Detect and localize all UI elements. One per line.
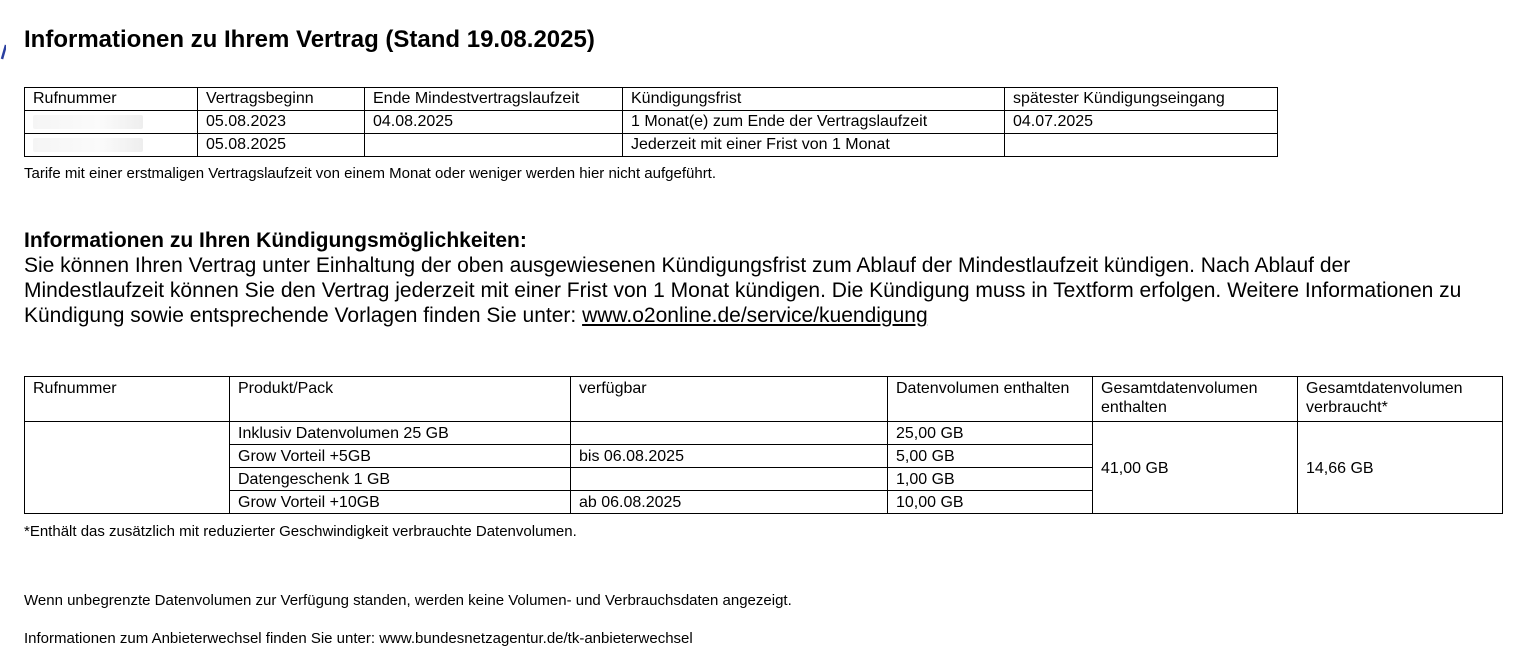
header-vertragsbeginn: Vertragsbeginn xyxy=(198,88,365,111)
data-volume: 25,00 GB xyxy=(888,422,1093,445)
availability: bis 06.08.2025 xyxy=(571,445,888,468)
contract-end: 04.08.2025 xyxy=(365,111,623,134)
header-rufnummer: Rufnummer xyxy=(25,377,230,422)
table-row xyxy=(25,422,1503,445)
cancellation-heading: Informationen zu Ihren Kündigungsmöglichkeiten: xyxy=(24,229,527,252)
header-produkt: Produkt/Pack xyxy=(230,377,571,422)
product-name: Grow Vorteil +10GB xyxy=(230,491,571,514)
header-verfuegbar: verfügbar xyxy=(571,377,888,422)
latest-cancellation: 04.07.2025 xyxy=(1005,111,1278,134)
latest-cancellation xyxy=(1005,134,1278,157)
tariff-note: Tarife mit einer erstmaligen Vertragslaufzeit von einem Monat oder weniger werden hier nicht aufgeführt. xyxy=(24,165,717,182)
contract-table xyxy=(24,87,1278,157)
header-spaetester-eingang: spätester Kündigungseingang xyxy=(1005,88,1278,111)
header-gesamt-verbraucht: Gesamtdatenvolumen verbraucht* xyxy=(1298,377,1503,422)
notice-period: 1 Monat(e) zum Ende der Vertragslaufzeit xyxy=(623,111,1005,134)
cancellation-info xyxy=(24,229,1484,328)
cancellation-body: Sie können Ihren Vertrag unter Einhaltung der oben ausgewiesenen Kündigungsfrist zum Ablauf der Mindestlaufzeit kündigen. Nach Ablauf der Mindestlaufzeit können Sie den Vertrag jederzeit mit einer Frist von 1 Monat kündigen. Die Kündigung muss in Textform erfolgen. Weitere Informationen zu Kündigung sowie entsprechende Vorlagen finden Sie unter: xyxy=(24,254,1462,327)
total-included: 41,00 GB xyxy=(1093,422,1298,514)
product-name: Inklusiv Datenvolumen 25 GB xyxy=(230,422,571,445)
contract-table-header xyxy=(25,88,1278,111)
data-volume-table xyxy=(24,376,1503,514)
product-name: Datengeschenk 1 GB xyxy=(230,468,571,491)
data-table-header xyxy=(25,377,1503,422)
phone-number-cell xyxy=(25,422,230,514)
contract-end xyxy=(365,134,623,157)
header-rufnummer: Rufnummer xyxy=(25,88,198,111)
cancellation-link[interactable]: www.o2online.de/service/kuendigung xyxy=(582,304,928,327)
data-volume: 10,00 GB xyxy=(888,491,1093,514)
data-volume: 1,00 GB xyxy=(888,468,1093,491)
notice-period: Jederzeit mit einer Frist von 1 Monat xyxy=(623,134,1005,157)
footnote: *Enthält das zusätzlich mit reduzierter Geschwindigkeit verbrauchte Datenvolumen. xyxy=(24,523,577,540)
availability: ab 06.08.2025 xyxy=(571,491,888,514)
table-row xyxy=(25,111,1278,134)
availability xyxy=(571,422,888,445)
redacted-block xyxy=(33,115,143,129)
table-row xyxy=(25,134,1278,157)
unlimited-note: Wenn unbegrenzte Datenvolumen zur Verfügung standen, werden keine Volumen- und Verbrauchsdaten angezeigt. xyxy=(24,592,792,609)
redacted-block xyxy=(33,138,143,152)
product-name: Grow Vorteil +5GB xyxy=(230,445,571,468)
availability xyxy=(571,468,888,491)
header-ende-mindestlaufzeit: Ende Mindestvertragslaufzeit xyxy=(365,88,623,111)
header-gesamt-enthalten: Gesamtdatenvolumen enthalten xyxy=(1093,377,1298,422)
header-kuendigungsfrist: Kündigungsfrist xyxy=(623,88,1005,111)
provider-change-note: Informationen zum Anbieterwechsel finden Sie unter: www.bundesnetzagentur.de/tk-anbieterwechsel xyxy=(24,630,693,647)
total-used: 14,66 GB xyxy=(1298,422,1503,514)
header-datenvolumen: Datenvolumen enthalten xyxy=(888,377,1093,422)
contract-start: 05.08.2023 xyxy=(198,111,365,134)
page-title: Informationen zu Ihrem Vertrag (Stand 19.08.2025) xyxy=(24,26,595,53)
phone-number-redacted xyxy=(25,111,198,134)
data-volume: 5,00 GB xyxy=(888,445,1093,468)
cancellation-text xyxy=(24,253,1484,328)
phone-number-redacted xyxy=(25,134,198,157)
corner-mark-icon xyxy=(0,44,6,60)
contract-start: 05.08.2025 xyxy=(198,134,365,157)
